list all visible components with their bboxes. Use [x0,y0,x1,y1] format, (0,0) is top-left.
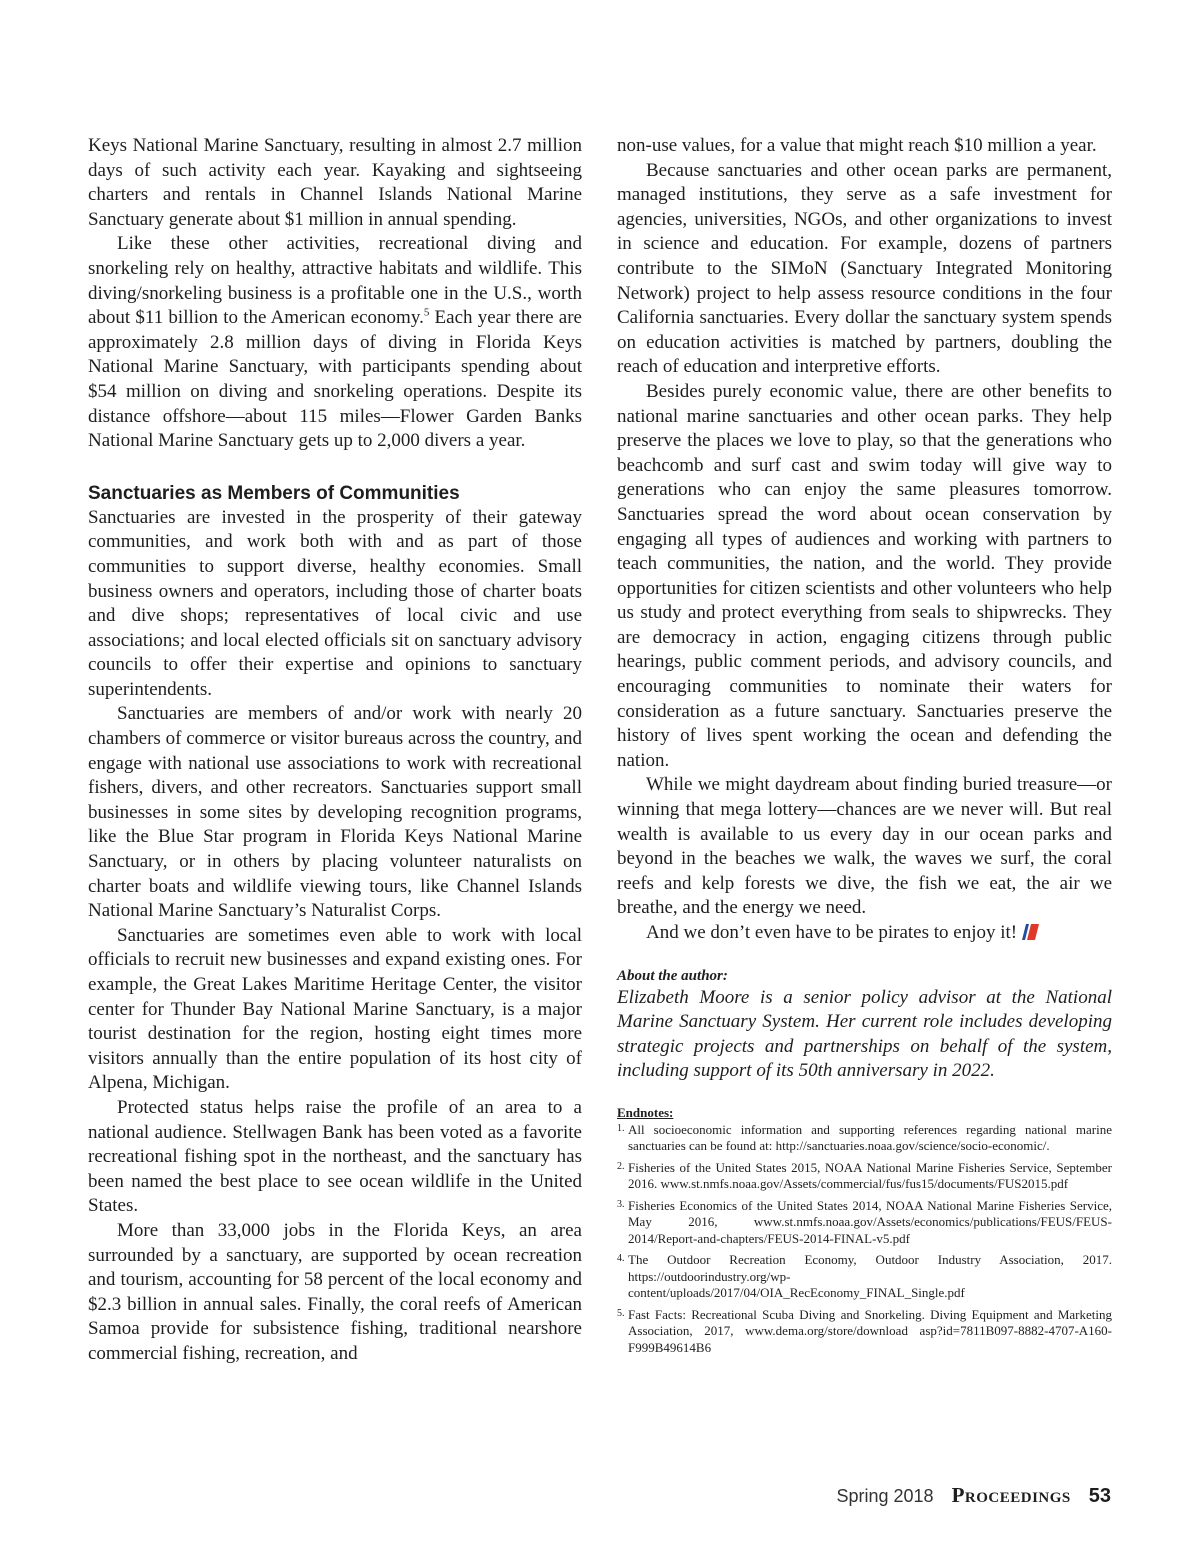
endnote-item [617,1307,1112,1357]
about-the-author [617,966,1112,1084]
paragraph: Besides purely economic value, there are other benefits to national marine sanctuaries and other ocean parks. They help preserve the places we love to play, so that the generations who beachcomb and surf cast and swim today will give way to generations who can enjoy the same pleasures tomorrow. Sanctuaries spread the word about ocean conservation by engaging all types of audiences and working with partners to teach communities, the nation, and the world. They provide opportunities for citizen scientists and other volunteers who help us study and protect everything from seals to shipwrecks. They are democracy in action, engaging citizens through public hearings, public comment periods, and advisory councils, and encouraging communities to nominate their waters for consideration as a future sanctuary. Sanctuaries preserve the history of lives spent working the ocean and defending the nation. [617,380,1112,771]
about-text: Elizabeth Moore is a senior policy advisor at the National Marine Sanctuary System. Her current role includes developing strategic projects and partnerships on behalf of the system, including support of its 50th anniversary in 2022. [617,986,1112,1082]
endnote-number: 1. [617,1122,625,1134]
paragraph: Sanctuaries are invested in the prosperity of their gateway communities, and work both with and as part of those communities to support diverse, healthy economies. Small business owners and operators, including those of charter boats and dive shops; representatives of local civic and use associations; and local elected officials sit on sanctuary advisory councils to offer their expertise and opinions to sanctuary superintendents. [88,506,582,700]
about-title: About the author: [617,967,728,984]
endnote-text: Fisheries of the United States 2015, NOAA National Marine Fisheries Service, September 2016. www.st.nmfs.noaa.gov/Assets/commercial/fus/fus15/documents/FUS2015.pdf [628,1159,1112,1192]
paragraph: Sanctuaries are sometimes even able to work with local officials to recruit new businesses and expand existing ones. For example, the Great Lakes Maritime Heritage Center, the visitor center for Thunder Bay National Marine Sanctuary, is a major tourist destination for the region, hosting eight times more visitors annually than the entire population of its host city of Alpena, Michigan. [88,924,582,1094]
footnote-ref[interactable]: 5 [423,306,430,319]
page-footer [836,1483,1111,1508]
endnotes-title: Endnotes: [617,1104,674,1120]
endnote-item [617,1122,1112,1155]
endnote-item [617,1252,1112,1302]
paragraph-text: Each year there are approximately 2.8 million days of diving in Florida Keys National Marine Sanctuary, with participants spending about $54 million on diving and snorkeling operations. Despite its distance offshore—about 115 miles—Flower Garden Banks National Marine Sanctuary gets up to 2,000 divers a year. [88,307,582,452]
paragraph: Keys National Marine Sanctuary, resulting in almost 2.7 million days of such activity each year. Kayaking and sightseeing charters and rentals in Channel Islands National Marine Sanctuary generate about $1 million in annual spending. [88,135,582,230]
end-mark-icon [1021,924,1039,940]
page-number: 53 [1088,1485,1111,1507]
endnote-text: Fisheries Economics of the United States 2014, NOAA National Marine Fisheries Service, May 2016, www.st.nmfs.noaa.gov/Assets/economics/publications/FEUS/FEUS-2014/Report-and-chapters/FEUS-2014-FINAL-v5.pdf [628,1197,1112,1246]
endnote-text: The Outdoor Recreation Economy, Outdoor Industry Association, 2017. https://outdoorindustry.org/wp-content/uploads/2017/04/OIA_RecEconomy_FINAL_Single.pdf [628,1252,1112,1301]
endnote-number: 4. [617,1253,625,1265]
paragraph: Sanctuaries are members of and/or work with nearly 20 chambers of commerce or visitor bureaus across the country, and engage with national use associations to work with recreational fishers, divers, and other recreators. Sanctuaries support small businesses in some sites by developing recognition programs, like the Blue Star program in Florida Keys National Marine Sanctuary, or in others by placing volunteer naturalists on charter boats and wildlife viewing tours, like Channel Islands National Marine Sanctuary’s Naturalist Corps. [88,703,582,922]
paragraph: Because sanctuaries and other ocean parks are permanent, managed institutions, they serve as a safe investment for agencies, universities, NGOs, and other organizations to invest in science and education. For example, dozens of partners contribute to the SIMoN (Sanctuary Integrated Monitoring Network) project to help assess resource conditions in the four California sanctuaries. Every dollar the sanctuary system spends on education activities is matched by partners, doubling the reach of education and interpretive efforts. [617,159,1112,378]
endnote-number: 3. [617,1198,625,1210]
endnote-text: Fast Facts: Recreational Scuba Diving and Snorkeling. Diving Equipment and Marketing Association, 2017, www.dema.org/store/download asp?id=7811B097-8882-4707-A160-F999B49614B6 [628,1306,1112,1355]
endnote-number: 5. [617,1307,625,1319]
paragraph: Protected status helps raise the profile of an area to a national audience. Stellwagen Bank has been voted as a favorite recreational fishing spot in the northeast, and the sanctuary has been named the best place to see ocean wildlife in the United States. [88,1096,582,1217]
paragraph: While we might daydream about finding buried treasure—or winning that mega lottery—chances are we never will. But real wealth is available to us every day in our ocean parks and beyond in the beaches we walk, the waves we surf, the coral reefs and kelp forests we dive, the fish we eat, the air we breathe, and the energy we need. [617,774,1112,919]
publication-title: Proceedings [951,1483,1071,1507]
paragraph: More than 33,000 jobs in the Florida Keys, an area surrounded by a sanctuary, are supported by ocean recreation and tourism, accounting for 58 percent of the local economy and $2.3 billion in annual sales. Finally, the coral reefs of American Samoa provide for subsistence fishing, traditional nearshore commercial fishing, recreation, and [88,1219,582,1364]
section-heading: Sanctuaries as Members of Communities [88,482,460,504]
endnote-text: All socioeconomic information and supporting references regarding national marine sanctuaries can be found at: http://sanctuaries.noaa.gov/science/socio-economic/. [628,1121,1112,1154]
paragraph [617,921,1112,946]
left-column [88,134,582,1367]
endnote-item [617,1198,1112,1248]
endnote-item [617,1160,1112,1193]
closing-line: And we don’t even have to be pirates to enjoy it! [646,922,1018,943]
paragraph [88,232,582,453]
endnotes [617,1104,1112,1357]
paragraph-text: Like these other activities, recreational diving and snorkeling rely on healthy, attractive habitats and wildlife. This diving/snorkeling business is a profitable one in the U.S., worth about $11 billion to the American economy. [88,233,582,329]
issue-season: Spring 2018 [836,1486,934,1506]
paragraph: non-use values, for a value that might reach $10 million a year. [617,135,1097,156]
endnote-number: 2. [617,1160,625,1172]
right-column [617,134,1112,1361]
